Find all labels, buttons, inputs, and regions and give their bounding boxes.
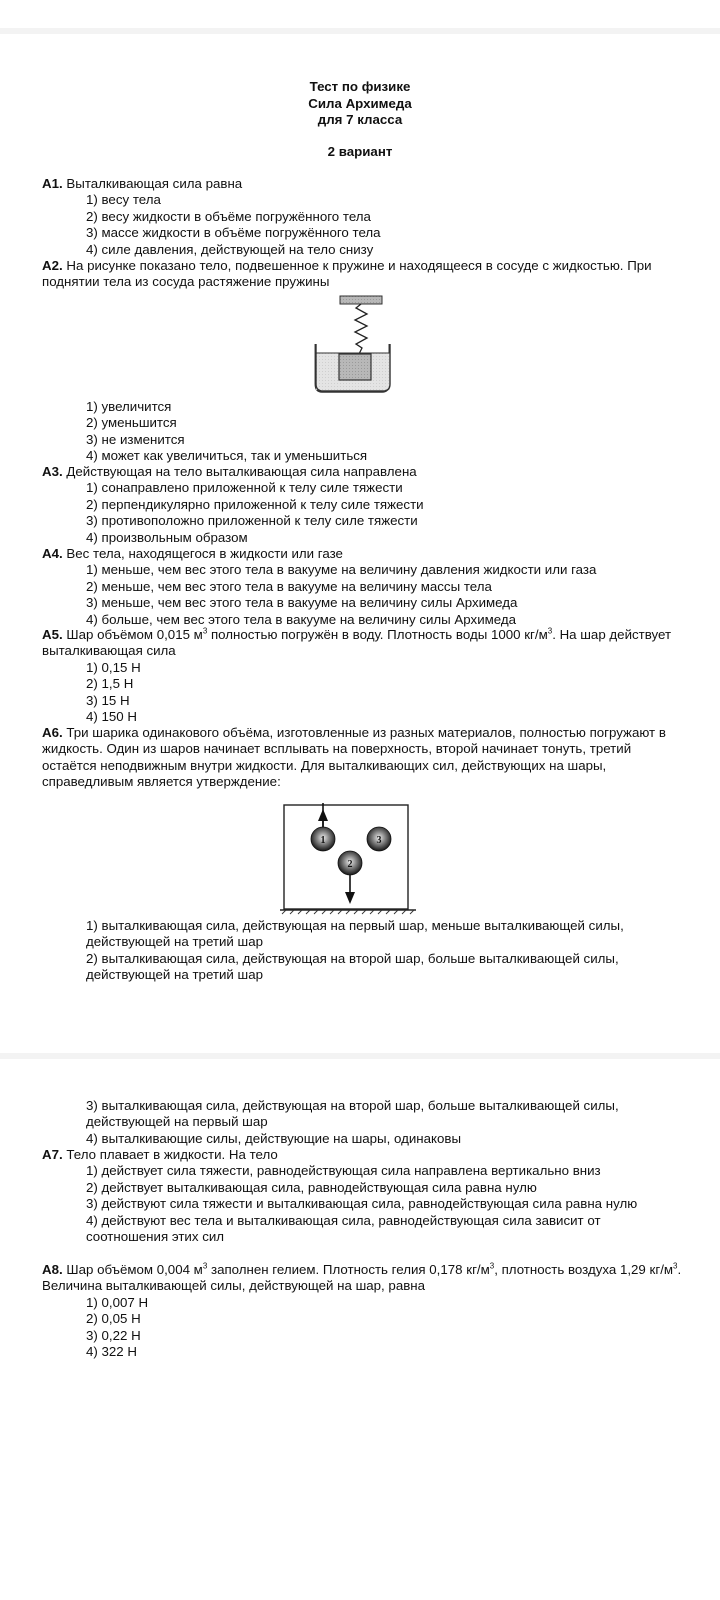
question-text: А8. Шар объёмом 0,004 $м^3$ заполнен гелием. Плотность гелия 0,178 $кг/м^3$, плотность воздуха 1,29 $кг/м^3$. Величина выталкивающей силы, действующей на шар, равна [42,1261,682,1294]
ball-1-label: 1 [320,835,326,846]
answer-option[interactable]: 3) не изменится [86,431,185,447]
submerged-body [339,354,371,380]
spring-mount [340,296,382,304]
question-a2 [42,258,682,291]
doc-subtitle: Сила Архимеда [308,95,412,111]
question-text: А4. Вес тела, находящегося в жидкости или газе [42,546,343,561]
question-a2-options [42,399,682,465]
answer-option[interactable]: 1) увеличится [86,399,172,414]
question-number: А1. [42,176,63,191]
answer-option[interactable]: 4) 322 Н [86,1344,137,1360]
question-number: А6. [42,725,63,740]
doc-variant: 2 вариант [327,144,393,159]
answer-option[interactable]: 3) действуют сила тяжести и выталкивающая сила, равнодействующая сила равна нулю [86,1196,638,1212]
answer-option[interactable]: 2) уменьшится [86,415,177,431]
answer-option[interactable]: 3) массе жидкости в объёме погружённого тела [86,225,381,241]
answer-option[interactable]: 3) меньше, чем вес этого тела в вакууме на величину силы Архимеда [86,595,518,611]
question-number: А2. [42,258,63,273]
answer-option[interactable]: 4) действуют вес тела и выталкивающая сила, равнодействующая сила зависит от соотношения этих сил [86,1212,601,1245]
question-a6-options-part1 [42,918,682,984]
answer-option[interactable]: 3) 15 Н [86,692,130,708]
answer-option[interactable]: 4) выталкивающие силы, действующие на шары, одинаковы [86,1130,462,1146]
question-text: А3. Действующая на тело выталкивающая сила направлена [42,464,417,479]
question-a7 [42,1147,682,1245]
answer-option[interactable]: 4) силе давления, действующей на тело снизу [86,241,374,257]
answer-option[interactable]: 1) 0,007 Н [86,1294,149,1310]
answer-option[interactable]: 4) больше, чем вес этого тела в вакууме на величину силы Архимеда [86,611,517,627]
question-a8 [42,1262,682,1360]
question-a6 [42,725,682,791]
answer-option[interactable]: 3) 0,22 Н [86,1327,141,1343]
answer-option[interactable]: 2) действует выталкивающая сила, равнодействующая сила равна нулю [86,1179,537,1195]
answer-option[interactable]: 2) меньше, чем вес этого тела в вакууме на величину массы тела [86,578,492,594]
doc-title-block [0,79,720,129]
question-text: А1. Выталкивающая сила равна [42,176,243,191]
doc-grade: для 7 класса [317,112,403,127]
spring-icon [355,304,367,354]
question-text: А6. Три шарика одинакового объёма, изготовленные из разных материалов, полностью погружают в жидкость. Один из шаров начинает всплывать на поверхность, второй начинает тонуть, третий остаётся неподвижным внутри жидкости. Для выталкивающих сил, действующих на шары, справедливым является утверждение: [42,725,666,790]
answer-option[interactable]: 4) произвольным образом [86,529,248,545]
answer-option[interactable]: 1) выталкивающая сила, действующая на первый шар, меньше выталкивающей силы, действующей на третий шар [86,918,624,950]
question-text: А5. Шар объёмом 0,015 $м^3$ полностью погружён в воду. Плотность воды 1000 $кг/м^3$. На шар действует выталкивающая сила [42,626,672,659]
doc-title: Тест по физике [309,79,411,94]
page-separator-top [0,28,720,34]
answer-option[interactable]: 2) выталкивающая сила, действующая на второй шар, больше выталкивающей силы, действующей на третий шар [86,950,619,983]
question-number: А3. [42,464,63,479]
answer-option[interactable]: 1) меньше, чем вес этого тела в вакууме на величину давления жидкости или газа [86,562,597,578]
answer-option[interactable]: 4) может как увеличиться, так и уменьшиться [86,448,368,464]
answer-option[interactable]: 4) 150 Н [86,709,137,725]
question-text: А7. Тело плавает в жидкости. На тело [42,1147,278,1162]
answer-option[interactable]: 2) 0,05 Н [86,1311,141,1327]
question-number: А5. [42,627,63,642]
page-separator [0,1053,720,1059]
question-number: А8. [42,1262,63,1277]
answer-option[interactable]: 3) противоположно приложенной к телу силе тяжести [86,513,418,529]
answer-option[interactable]: 2) 1,5 Н [86,676,134,692]
ball-2-label: 2 [347,859,353,870]
question-a5 [42,627,682,725]
question-a4 [42,546,682,628]
question-number: А4. [42,546,63,561]
question-text: А2. На рисунке показано тело, подвешенное к пружине и находящееся в сосуде с жидкостью. При поднятии тела из сосуда растяжение пружины [42,258,652,290]
three-balls-figure [280,803,420,918]
answer-option[interactable]: 1) действует сила тяжести, равнодействующая сила направлена вертикально вниз [86,1163,601,1179]
answer-option[interactable]: 3) выталкивающая сила, действующая на второй шар, больше выталкивающей силы, действующей на первый шар [86,1098,619,1130]
question-a6-options-part2 [42,1098,682,1147]
answer-option[interactable]: 2) перпендикулярно приложенной к телу силе тяжести [86,496,424,512]
question-a3 [42,464,682,546]
question-a1 [42,176,682,258]
answer-option[interactable]: 2) весу жидкости в объёме погружённого тела [86,208,371,224]
question-number: А7. [42,1147,63,1162]
answer-option[interactable]: 1) весу тела [86,192,161,208]
answer-option[interactable]: 1) сонаправлено приложенной к телу силе тяжести [86,480,403,496]
spring-vessel-figure [312,292,392,394]
answer-option[interactable]: 1) 0,15 Н [86,659,141,675]
ball-3-label: 3 [376,835,382,846]
